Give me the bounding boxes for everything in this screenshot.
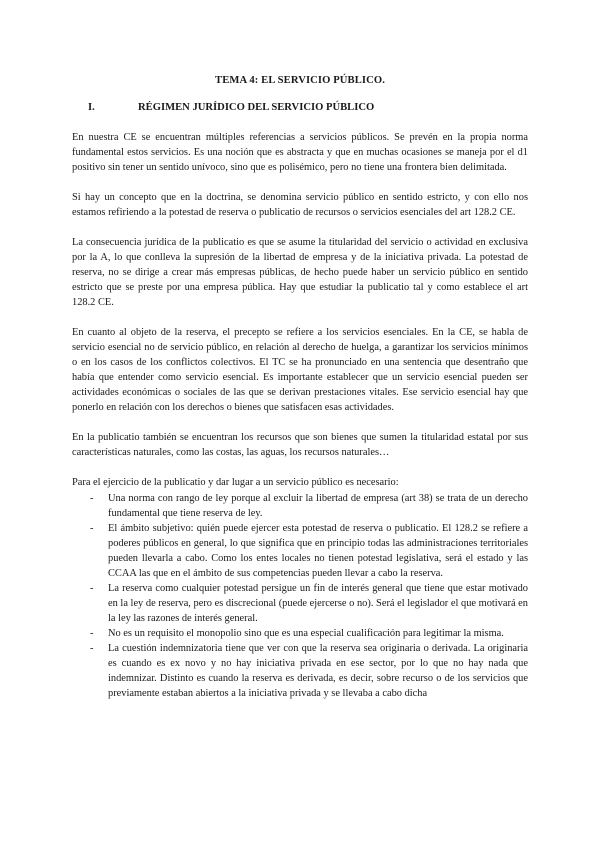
paragraph: En nuestra CE se encuentran múltiples referencias a servicios públicos. Se prevén en la propia norma fundamental estos servicios. Es una noción que es abstracta y que en muchas ocasiones se maneja por el d1 positivo sin tener un sentido unívoco, sino que es polisémico, pero no tiene una frontera bien delimitada. [72, 132, 528, 173]
list-item [72, 521, 528, 581]
paragraph: La consecuencia jurídica de la publicatio es que se asume la titularidad del servicio o actividad en exclusiva por la A, lo que conlleva la supresión de la libertad de empresa y de la iniciativa privada. La potestad de reserva, no se dirige a crear más empresas públicas, de hecho puede haber un servicio público en sentido estricto que se preste por una empresa pública. Hay que estudiar la publicatio tal y como establece el art 128.2 CE. [72, 237, 528, 308]
section-heading [88, 100, 374, 115]
list-item-text: No es un requisito el monopolio sino que es una especial cualificación para legitimar la misma. [108, 628, 504, 639]
section-number: I. [88, 102, 95, 113]
paragraph: En la publicatio también se encuentran los recursos que son bienes que sumen la titularidad estatal por sus características naturales, como las costas, las aguas, los recursos naturales… [72, 432, 528, 458]
paragraph: Para el ejercicio de la publicatio y dar lugar a un servicio público es necesario: [72, 477, 399, 488]
bullet-dash: - [90, 628, 94, 639]
section-title: RÉGIMEN JURÍDICO DEL SERVICIO PÚBLICO [138, 102, 375, 113]
paragraph: Si hay un concepto que en la doctrina, se denomina servicio público en sentido estricto, y con ello nos estamos refiriendo a la potestad de reserva o publicatio de recursos o servicios esenciales del art 128.2 CE. [72, 192, 528, 218]
list-item-text: El ámbito subjetivo: quién puede ejercer esta potestad de reserva o publicatio. El 128.2 se refiere a poderes públicos en general, lo que significa que en principio todas las administraciones territoriales pueden llevarla a cabo. Como los entes locales no tienen potestad legislativa, será el estado y las CCAA las que en el ámbito de sus competencias pueden llevar a cabo la reserva. [108, 523, 528, 579]
requirements-list [72, 491, 528, 701]
bullet-dash: - [90, 493, 94, 504]
list-item-text: La reserva como cualquier potestad persigue un fin de interés general que tiene que estar motivado en la ley de reserva, pero es discrecional (puede ejercerse o no). Será el legislador el que motivará en la ley las razones de interés general. [108, 583, 528, 624]
bullet-dash: - [90, 523, 94, 534]
paragraph: En cuanto al objeto de la reserva, el precepto se refiere a los servicios esenciales. En la CE, se habla de servicio esencial no de servicio público, en relación al derecho de huelga, a garantizar los servicios mínimos o en los casos de los conflictos colectivos. El TC se ha pronunciado en una sentencia que desentraño que había que entender como servicio esencial. Es importante establecer que un servicio esencial pueden ser actividades económicas o sociales de las que se derivan prestaciones vitales. Ese servicio esencial hay que ponerlo en relación con los derechos o bienes que satisfacen esas actividades. [72, 327, 528, 413]
bullet-dash: - [90, 583, 94, 594]
list-item [72, 491, 528, 521]
list-item [72, 626, 528, 641]
list-item-text: Una norma con rango de ley porque al excluir la libertad de empresa (art 38) se trata de un derecho fundamental que tiene reserva de ley. [108, 493, 528, 519]
page-title: TEMA 4: EL SERVICIO PÚBLICO. [215, 75, 385, 86]
bullet-dash: - [90, 643, 94, 654]
list-item [72, 641, 528, 701]
document-body [72, 130, 528, 701]
list-item [72, 581, 528, 626]
list-item-text: La cuestión indemnizatoria tiene que ver con que la reserva sea originaria o derivada. La originaria es cuando es ex novo y no hay iniciativa privada en ese sector, por lo que no hay nada que indemnizar. Distinto es cuando la reserva es derivada, es decir, sobre recurso o de los servicios que previamente estaban abiertos a la iniciativa privada y se llevaba a cabo dicha [108, 643, 528, 699]
